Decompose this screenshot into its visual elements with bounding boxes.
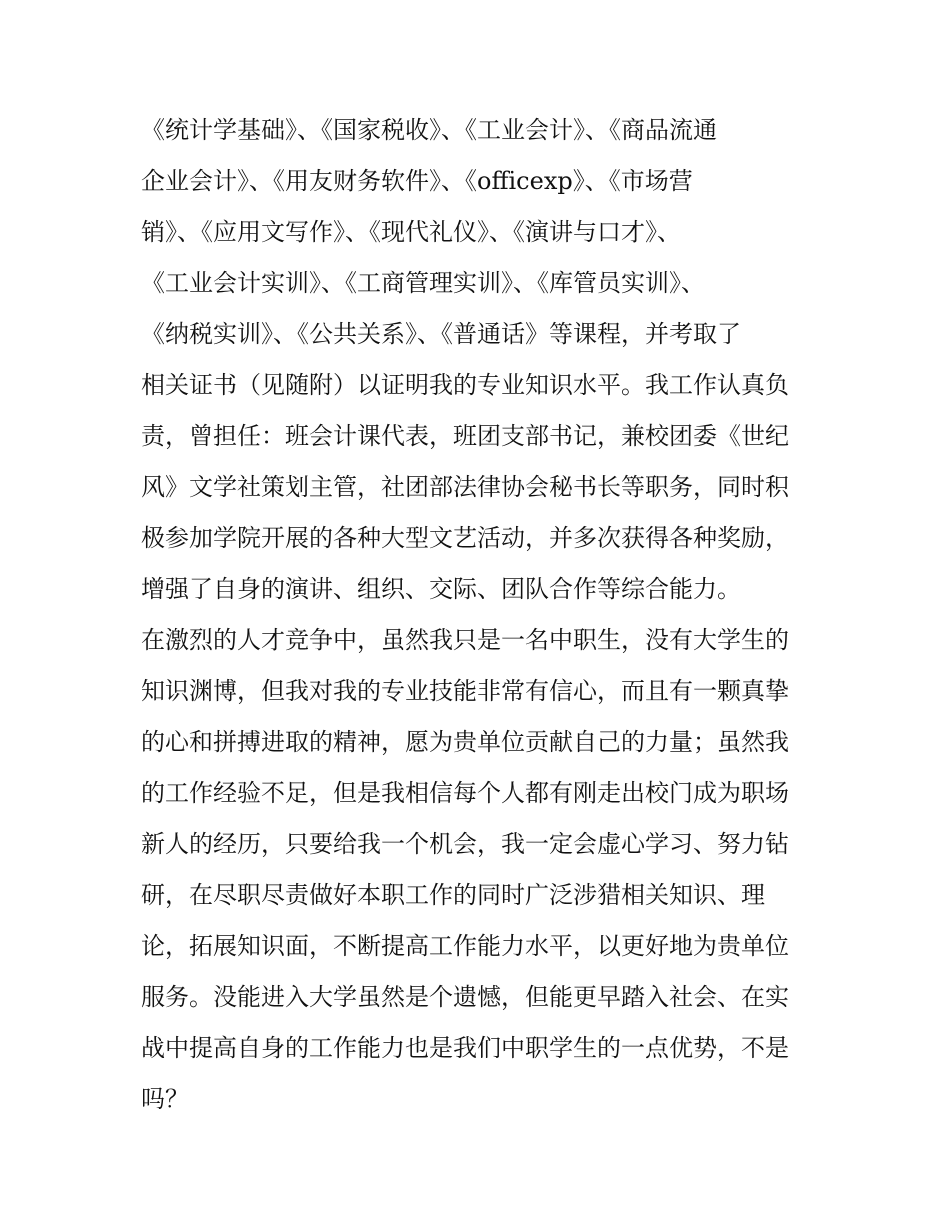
- text-line-2: 企业会计》、《用友财务软件》、《officexp》、《市场营: [141, 167, 693, 195]
- text-line-15: 新人的经历，只要给我一个机会，我一定会虚心学习、努力钻: [141, 830, 789, 858]
- text-line-14: 的工作经验不足，但是我相信每个人都有刚走出校门成为职场: [141, 779, 789, 807]
- text-line-20: 吗？: [141, 1085, 189, 1113]
- text-line-5: 《纳税实训》、《公共关系》、《普通话》等课程，并考取了: [141, 320, 741, 348]
- text-line-12: 知识渊博，但我对我的专业技能非常有信心，而且有一颗真挚: [141, 677, 789, 705]
- text-line-9: 极参加学院开展的各种大型文艺活动，并多次获得各种奖励，: [141, 524, 789, 552]
- text-line-1: 《统计学基础》、《国家税收》、《工业会计》、《商品流通: [141, 116, 717, 144]
- text-line-19: 战中提高自身的工作能力也是我们中职学生的一点优势，不是: [141, 1034, 789, 1062]
- document-body: [141, 105, 821, 1125]
- text-line-16: 研，在尽职尽责做好本职工作的同时广泛涉猎相关知识、理: [141, 881, 765, 909]
- text-line-8: 风》文学社策划主管，社团部法律协会秘书长等职务，同时积: [141, 473, 789, 501]
- text-line-4: 《工业会计实训》、《工商管理实训》、《库管员实训》、: [141, 269, 705, 297]
- text-line-13: 的心和拼搏进取的精神，愿为贵单位贡献自己的力量；虽然我: [141, 728, 789, 756]
- text-line-17: 论，拓展知识面，不断提高工作能力水平，以更好地为贵单位: [141, 932, 789, 960]
- text-line-10: 增强了自身的演讲、组织、交际、团队合作等综合能力。: [141, 575, 741, 603]
- text-line-7: 责，曾担任：班会计课代表，班团支部书记，兼校团委《世纪: [141, 422, 789, 450]
- text-line-6: 相关证书（见随附）以证明我的专业知识水平。我工作认真负: [141, 371, 789, 399]
- text-line-3: 销》、《应用文写作》、《现代礼仪》、《演讲与口才》、: [141, 218, 681, 246]
- text-line-11: 在激烈的人才竞争中，虽然我只是一名中职生，没有大学生的: [141, 626, 789, 654]
- text-line-18: 服务。没能进入大学虽然是个遗憾，但能更早踏入社会、在实: [141, 983, 789, 1011]
